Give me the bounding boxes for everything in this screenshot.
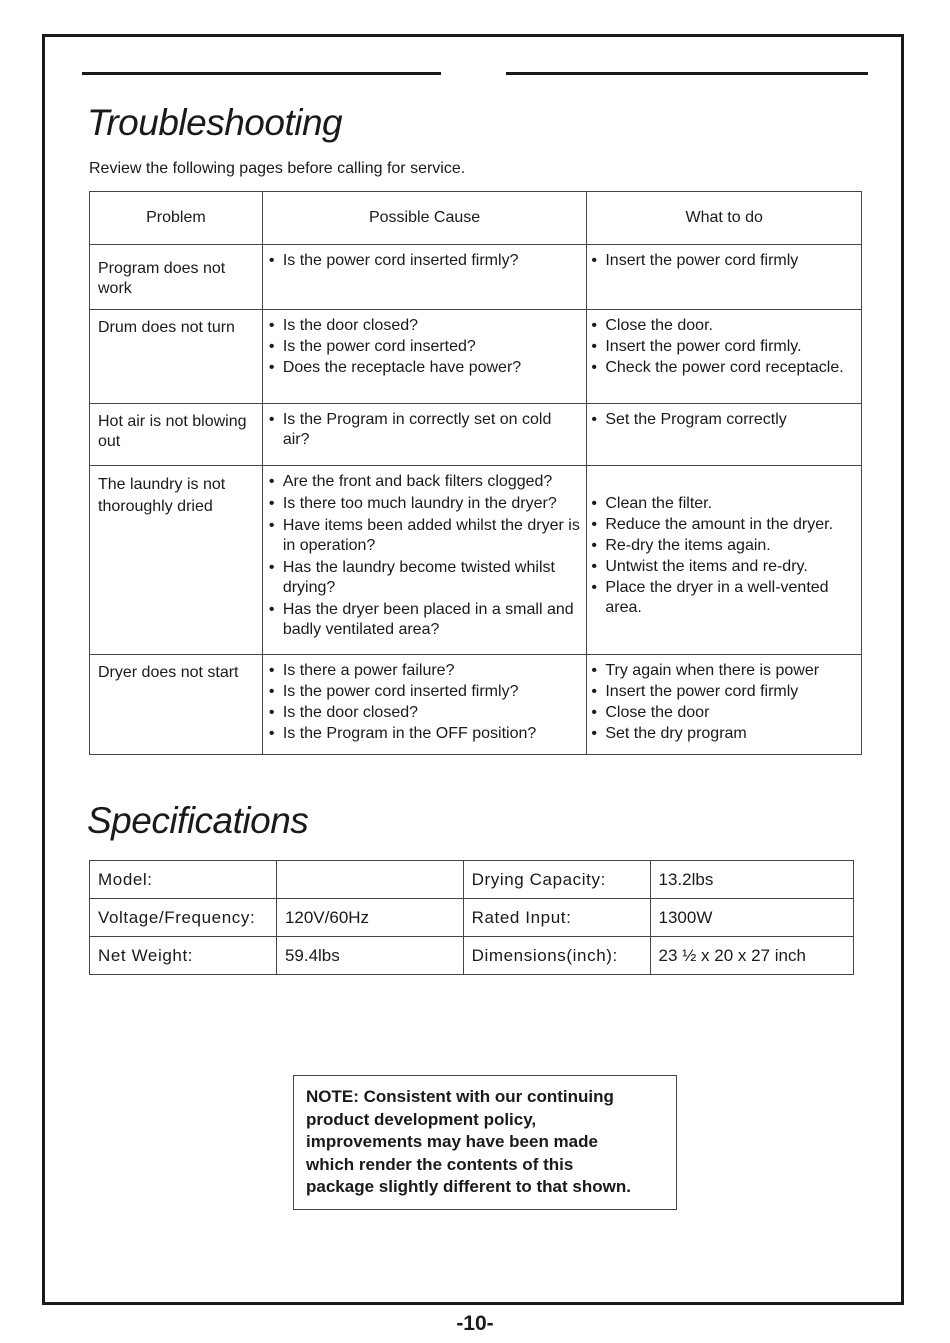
cause-item: • Is the power cord inserted? xyxy=(269,337,583,357)
spec-value-rated-input: 1300W xyxy=(650,899,854,937)
spec-label-voltage: Voltage/Frequency: xyxy=(90,899,277,937)
table-header-row xyxy=(90,192,862,245)
table-row xyxy=(90,655,862,755)
cause-item: • Is the power cord inserted firmly? xyxy=(269,251,583,271)
action-item: • Clean the filter. xyxy=(591,494,857,514)
cause-item: • Has the dryer been placed in a small and badly ventilated area? xyxy=(269,600,583,640)
spec-row xyxy=(90,899,854,937)
spec-row xyxy=(90,861,854,899)
header-rule-left xyxy=(82,72,441,75)
action-item: • Try again when there is power xyxy=(591,661,857,681)
action-item: • Insert the power cord firmly xyxy=(591,251,857,271)
action-cell xyxy=(587,466,862,655)
problem-cell: Hot air is not blowing out xyxy=(90,404,263,466)
column-header-problem: Problem xyxy=(90,192,263,245)
action-item: • Place the dryer in a well-vented area. xyxy=(591,578,857,618)
note-line: which render the contents of this xyxy=(306,1154,574,1174)
intro-text: Review the following pages before calling for service. xyxy=(89,160,466,177)
problem-cell: The laundry is not thoroughly dried xyxy=(90,466,263,655)
note-line: product development policy, xyxy=(306,1109,537,1129)
cause-item: • Is the Program in the OFF position? xyxy=(269,724,583,744)
column-header-cause: Possible Cause xyxy=(262,192,587,245)
problem-cell: Program does not work xyxy=(90,245,263,310)
spec-label-rated-input: Rated Input: xyxy=(463,899,650,937)
table-row xyxy=(90,310,862,404)
action-cell xyxy=(587,655,862,755)
action-cell xyxy=(587,245,862,310)
cause-cell xyxy=(262,310,587,404)
action-item: • Set the dry program xyxy=(591,724,857,744)
action-item: • Untwist the items and re-dry. xyxy=(591,557,857,577)
spec-value-net-weight: 59.4lbs xyxy=(276,937,463,975)
cause-item: • Have items been added whilst the dryer is in operation? xyxy=(269,516,583,556)
spec-value-model xyxy=(276,861,463,899)
spec-value-dimensions: 23 ½ x 20 x 27 inch xyxy=(650,937,854,975)
cause-item: • Has the laundry become twisted whilst drying? xyxy=(269,558,583,598)
cause-item: • Is there a power failure? xyxy=(269,661,583,681)
action-item: • Insert the power cord firmly xyxy=(591,682,857,702)
action-cell xyxy=(587,404,862,466)
specifications-table xyxy=(89,860,854,975)
spec-label-model: Model: xyxy=(90,861,277,899)
spec-label-dimensions: Dimensions(inch): xyxy=(463,937,650,975)
action-item: • Close the door. xyxy=(591,316,857,336)
specifications-heading: Specifications xyxy=(87,800,309,841)
action-cell xyxy=(587,310,862,404)
table-row xyxy=(90,466,862,655)
cause-item: • Is the door closed? xyxy=(269,316,583,336)
action-item: • Check the power cord receptacle. xyxy=(591,358,857,378)
cause-item: • Is the power cord inserted firmly? xyxy=(269,682,583,702)
note-box xyxy=(293,1075,677,1210)
cause-item: • Is the door closed? xyxy=(269,703,583,723)
spec-value-drying-capacity: 13.2lbs xyxy=(650,861,854,899)
table-row xyxy=(90,245,862,310)
cause-item: • Does the receptacle have power? xyxy=(269,358,583,378)
spec-value-voltage: 120V/60Hz xyxy=(276,899,463,937)
cause-cell xyxy=(262,245,587,310)
note-line: NOTE: Consistent with our continuing xyxy=(306,1087,614,1106)
troubleshooting-heading: Troubleshooting xyxy=(87,102,343,143)
cause-item: • Are the front and back filters clogged? xyxy=(269,472,583,492)
action-item: • Insert the power cord firmly. xyxy=(591,337,857,357)
cause-item: • Is the Program in correctly set on cold air? xyxy=(269,410,583,450)
note-line: improvements may have been made xyxy=(306,1132,598,1151)
action-item: • Re-dry the items again. xyxy=(591,536,857,556)
spec-row xyxy=(90,937,854,975)
action-item: • Close the door xyxy=(591,703,857,723)
spec-label-net-weight: Net Weight: xyxy=(90,937,277,975)
column-header-action: What to do xyxy=(587,192,862,245)
page-number: -10- xyxy=(456,1312,494,1335)
spec-label-drying-capacity: Drying Capacity: xyxy=(463,861,650,899)
action-item: • Reduce the amount in the dryer. xyxy=(591,515,857,535)
cause-item: • Is there too much laundry in the dryer? xyxy=(269,494,583,514)
header-rule-right xyxy=(506,72,868,75)
problem-cell: Drum does not turn xyxy=(90,310,263,404)
cause-cell xyxy=(262,466,587,655)
cause-cell xyxy=(262,655,587,755)
troubleshooting-table xyxy=(89,191,862,755)
action-item: • Set the Program correctly xyxy=(591,410,857,430)
problem-cell: Dryer does not start xyxy=(90,655,263,755)
cause-cell xyxy=(262,404,587,466)
note-line: package slightly different to that shown. xyxy=(306,1177,631,1196)
table-row xyxy=(90,404,862,466)
